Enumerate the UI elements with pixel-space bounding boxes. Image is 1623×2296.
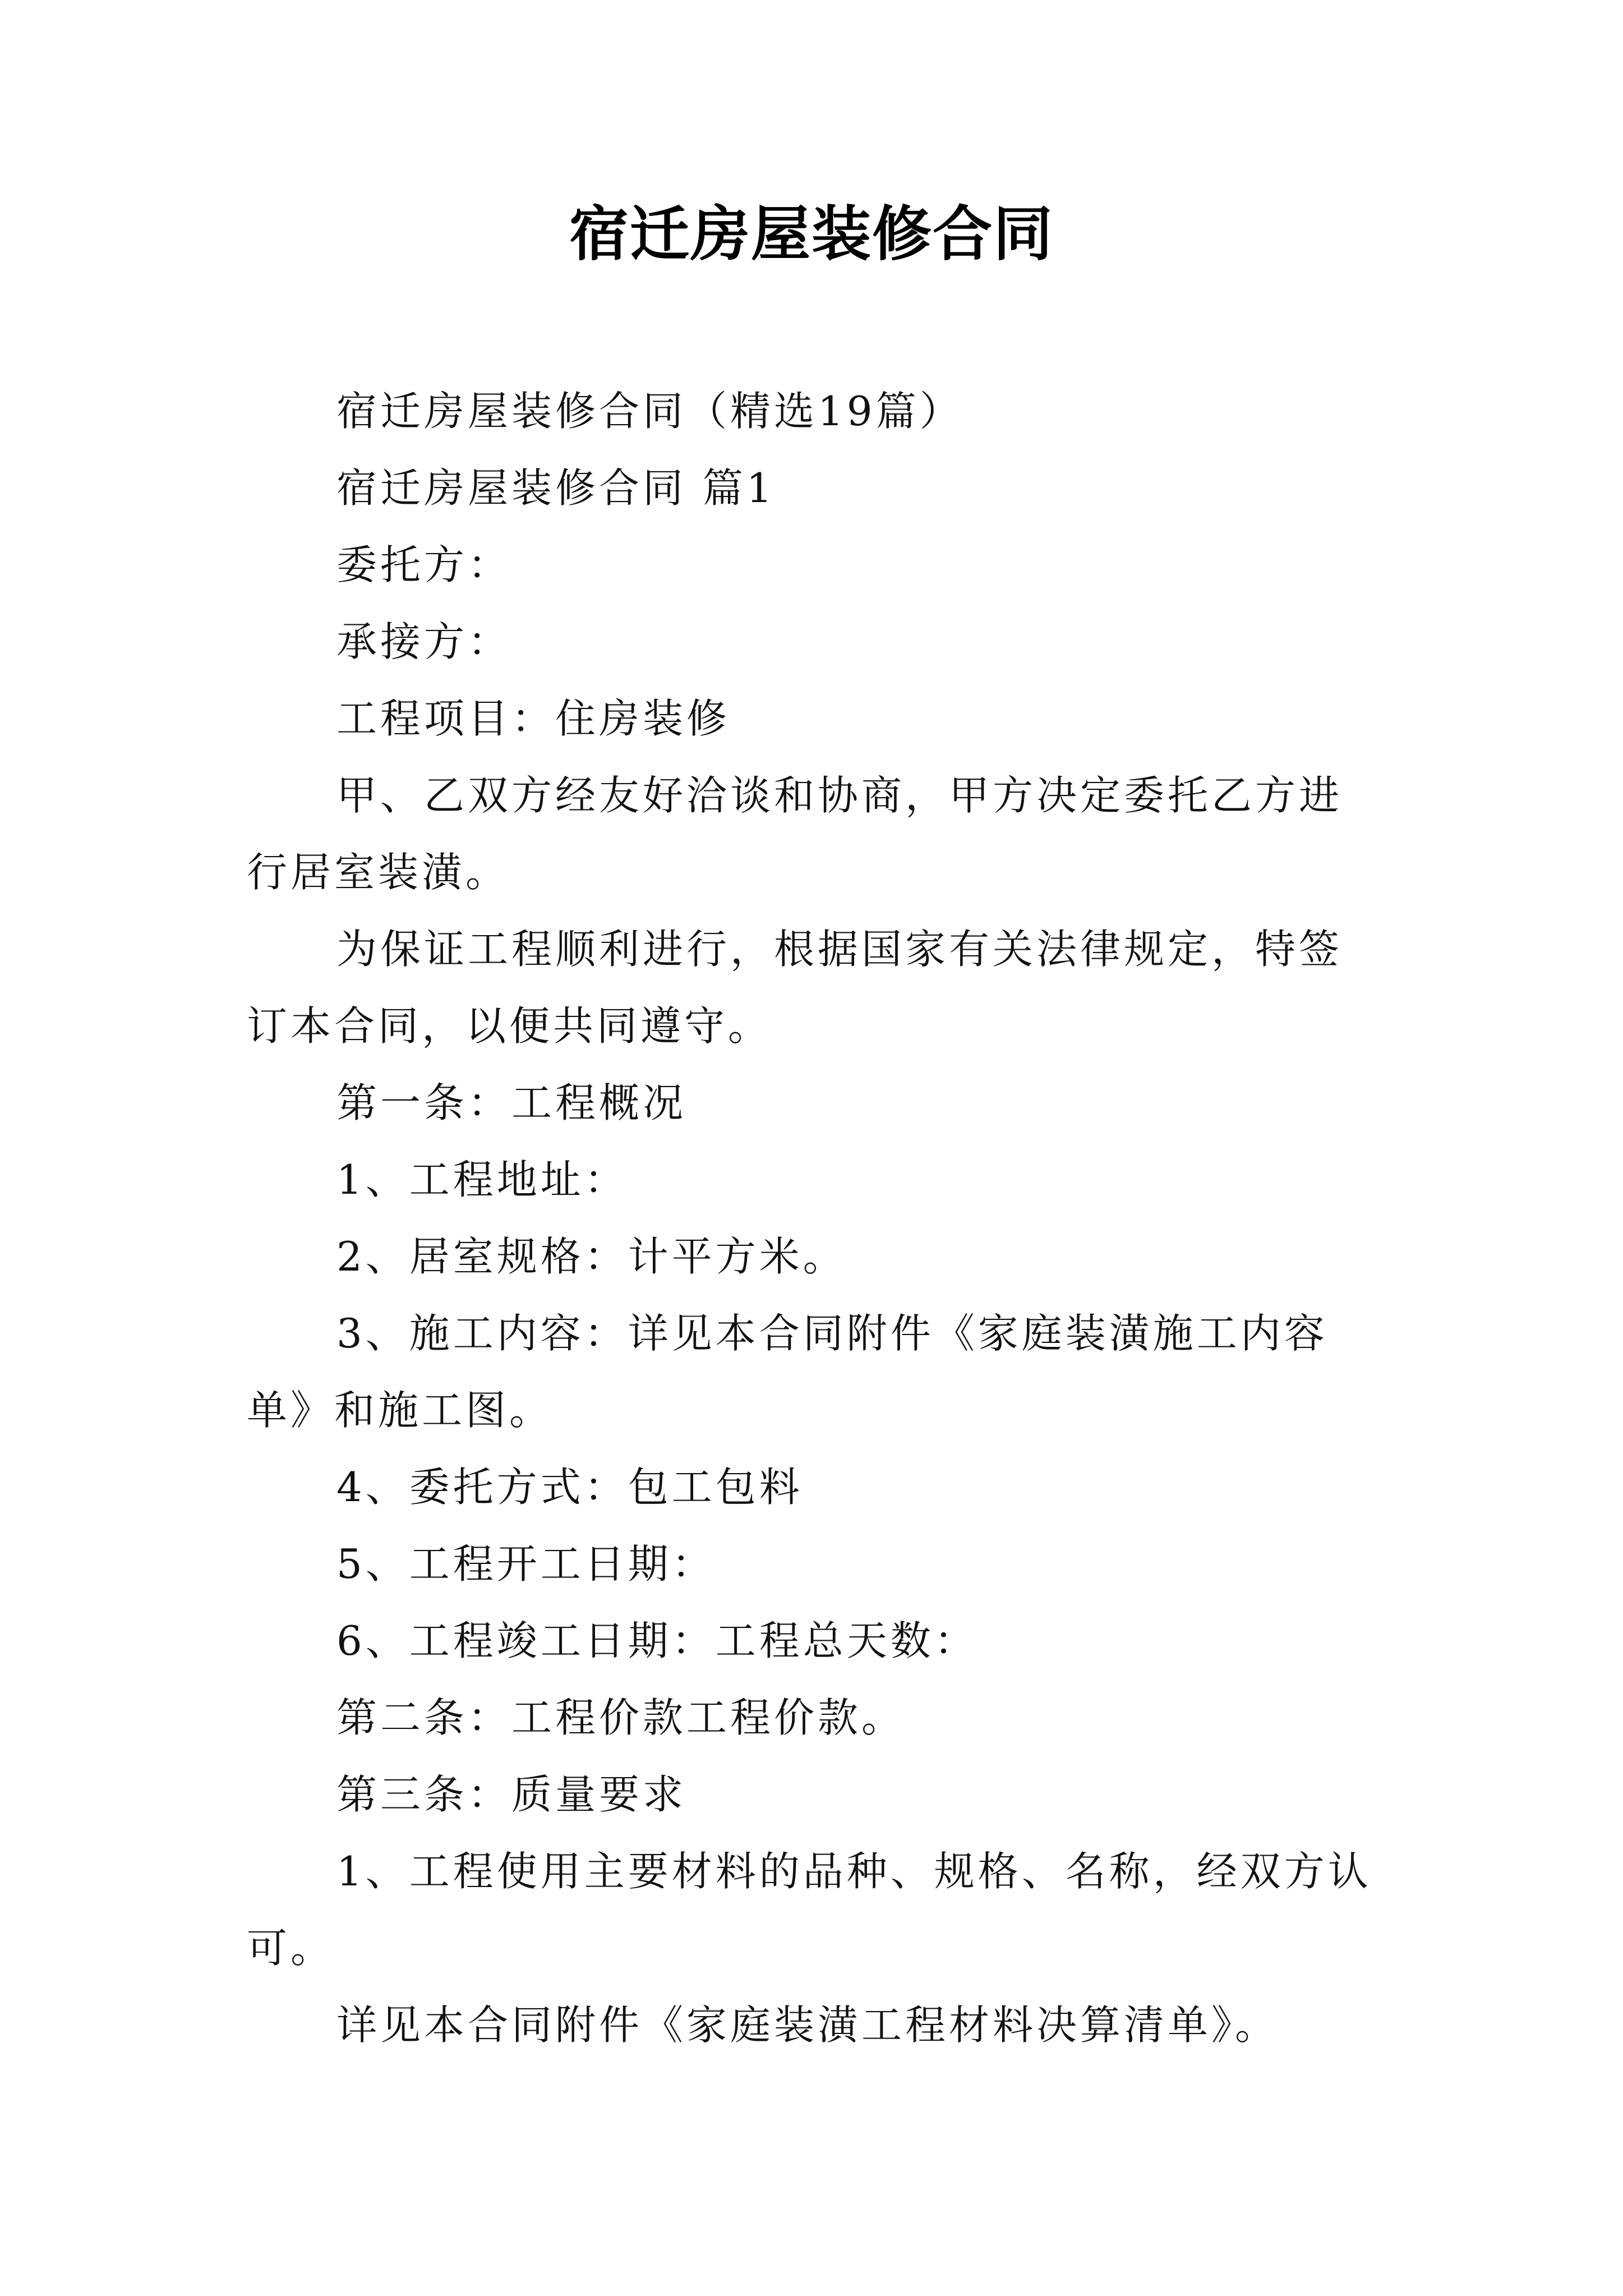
- paragraph: 1、工程使用主要材料的品种、规格、名称，经双方认可。: [247, 1848, 1372, 1972]
- paragraph: 5、工程开工日期：: [336, 1540, 716, 1588]
- paragraph: 承接方：: [336, 618, 512, 665]
- paragraph: 3、施工内容：详见本合同附件《家庭装潢施工内容单》和施工图。: [247, 1310, 1328, 1434]
- paragraph: 第三条：质量要求: [336, 1771, 687, 1818]
- paragraph: 1、工程地址：: [336, 1156, 628, 1203]
- paragraph: 委托方：: [336, 541, 512, 588]
- paragraph: 6、工程竣工日期：工程总天数：: [336, 1617, 978, 1664]
- paragraph: 2、居室规格：计平方米。: [336, 1233, 847, 1280]
- page-title: 宿迁房屋装修合同: [569, 199, 1054, 269]
- paragraph: 第一条：工程概况: [336, 1079, 687, 1126]
- document-body: [247, 373, 1385, 2064]
- paragraph: 详见本合同附件《家庭装潢工程材料决算清单》。: [336, 2001, 1279, 2049]
- paragraph: 宿迁房屋装修合同（精选19篇）: [336, 388, 963, 435]
- paragraph: 为保证工程顺利进行，根据国家有关法律规定，特签订本合同，以便共同遵守。: [247, 926, 1343, 1050]
- paragraph: 4、委托方式：包工包料: [336, 1464, 803, 1511]
- paragraph: 工程项目：住房装修: [336, 695, 731, 742]
- paragraph: 甲、乙双方经友好洽谈和协商，甲方决定委托乙方进行居室装潢。: [247, 772, 1343, 896]
- paragraph: 宿迁房屋装修合同 篇1: [336, 464, 776, 512]
- paragraph: 第二条：工程价款工程价款。: [336, 1694, 906, 1741]
